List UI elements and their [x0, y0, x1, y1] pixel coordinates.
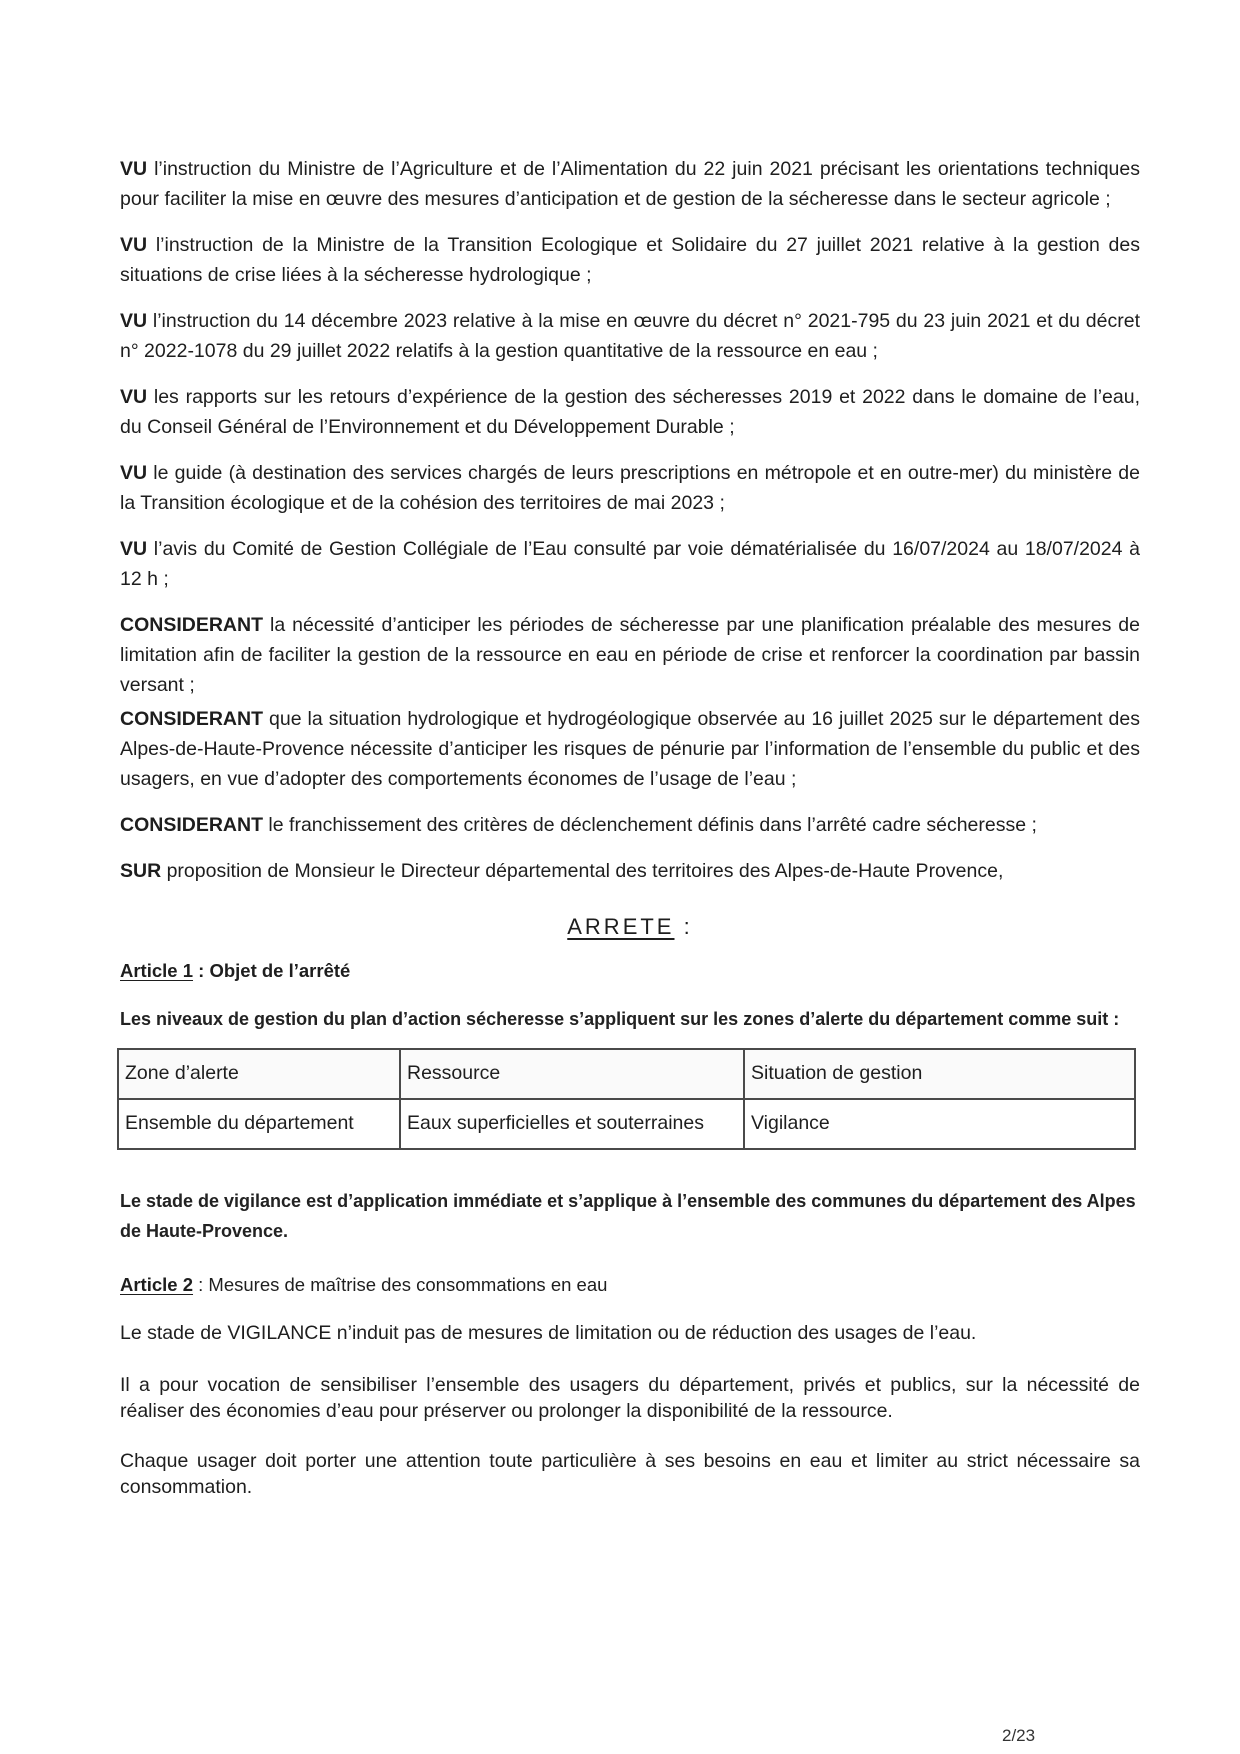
article-1-intro: Les niveaux de gestion du plan d’action sécheresse s’appliquent sur les zones d’alerte du département comme suit :	[120, 1009, 1120, 1029]
considerant-paragraph-3: CONSIDERANT le franchissement des critères de déclenchement définis dans l’arrêté cadre sécheresse ;	[120, 814, 1037, 836]
table-cell: Eaux superficielles et souterraines	[400, 1099, 744, 1149]
alert-zones-table	[117, 1048, 1136, 1150]
vu-paragraph-1: VU l’instruction du Ministre de l’Agriculture et de l’Alimentation du 22 juin 2021 précisant les orientations techniques pour faciliter la mise en œuvre des mesures d’anticipation et de gestion de la sécheresse dans le secteur agricole ;	[120, 158, 1140, 210]
table-header-row	[118, 1049, 1135, 1099]
table-cell: Vigilance	[744, 1099, 1135, 1149]
vu-paragraph-3: VU l’instruction du 14 décembre 2023 relative à la mise en œuvre du décret n° 2021-795 du 23 juin 2021 et du décret n° 2022-1078 du 29 juillet 2022 relatifs à la gestion quantitative de la ressource en eau ;	[120, 310, 1140, 362]
vu-paragraph-2: VU l’instruction de la Ministre de la Transition Ecologique et Solidaire du 27 juillet 2021 relative à la gestion des situations de crise liées à la sécheresse hydrologique ;	[120, 234, 1140, 286]
document-body	[120, 154, 1140, 1516]
considerant-paragraph-1: CONSIDERANT la nécessité d’anticiper les périodes de sécheresse par une planification préalable des mesures de limitation afin de faciliter la gestion de la ressource en eau en période de crise et renforcer la coordination par bassin versant ;	[120, 614, 1140, 696]
article-2-paragraph-1: Le stade de VIGILANCE n’induit pas de mesures de limitation ou de réduction des usages de l’eau.	[120, 1322, 977, 1344]
table-row	[118, 1099, 1135, 1149]
article-1-after-table: Le stade de vigilance est d’application immédiate et s’applique à l’ensemble des communes du département des Alpes de Haute-Provence.	[120, 1191, 1136, 1241]
vu-paragraph-6: VU l’avis du Comité de Gestion Collégiale de l’Eau consulté par voie dématérialisée du 16/07/2024 au 18/07/2024 à 12 h ;	[120, 538, 1140, 590]
arrete-title: ARRETE :	[567, 914, 693, 939]
article-2-heading: Article 2 : Mesures de maîtrise des consommations en eau	[120, 1274, 608, 1295]
article-2-paragraph-2: Il a pour vocation de sensibiliser l’ensemble des usagers du département, privés et publics, sur la nécessité de réaliser des économies d’eau pour préserver ou prolonger la disponibilité de la ressource.	[120, 1374, 1140, 1422]
table-header-cell: Zone d’alerte	[118, 1049, 400, 1099]
table-header-cell: Ressource	[400, 1049, 744, 1099]
table-cell: Ensemble du département	[118, 1099, 400, 1149]
article-1-heading: Article 1 : Objet de l’arrêté	[120, 960, 351, 981]
vu-paragraph-5: VU le guide (à destination des services chargés de leurs prescriptions en métropole et en outre-mer) du ministère de la Transition écologique et de la cohésion des territoires de mai 2023 ;	[120, 462, 1140, 514]
page-number: 2/23	[1002, 1726, 1036, 1745]
table-header-cell: Situation de gestion	[744, 1049, 1135, 1099]
sur-paragraph: SUR proposition de Monsieur le Directeur départemental des territoires des Alpes-de-Haute Provence,	[120, 860, 1004, 882]
vu-paragraph-4: VU les rapports sur les retours d’expérience de la gestion des sécheresses 2019 et 2022 dans le domaine de l’eau, du Conseil Général de l’Environnement et du Développement Durable ;	[120, 386, 1140, 438]
considerant-paragraph-2: CONSIDERANT que la situation hydrologique et hydrogéologique observée au 16 juillet 2025 sur le département des Alpes-de-Haute-Provence nécessite d’anticiper les risques de pénurie par l’information de l’ensemble du public et des usagers, en vue d’adopter des comportements économes de l’usage de l’eau ;	[120, 708, 1140, 790]
article-2-paragraph-3: Chaque usager doit porter une attention toute particulière à ses besoins en eau et limiter au strict nécessaire sa consommation.	[120, 1450, 1140, 1498]
